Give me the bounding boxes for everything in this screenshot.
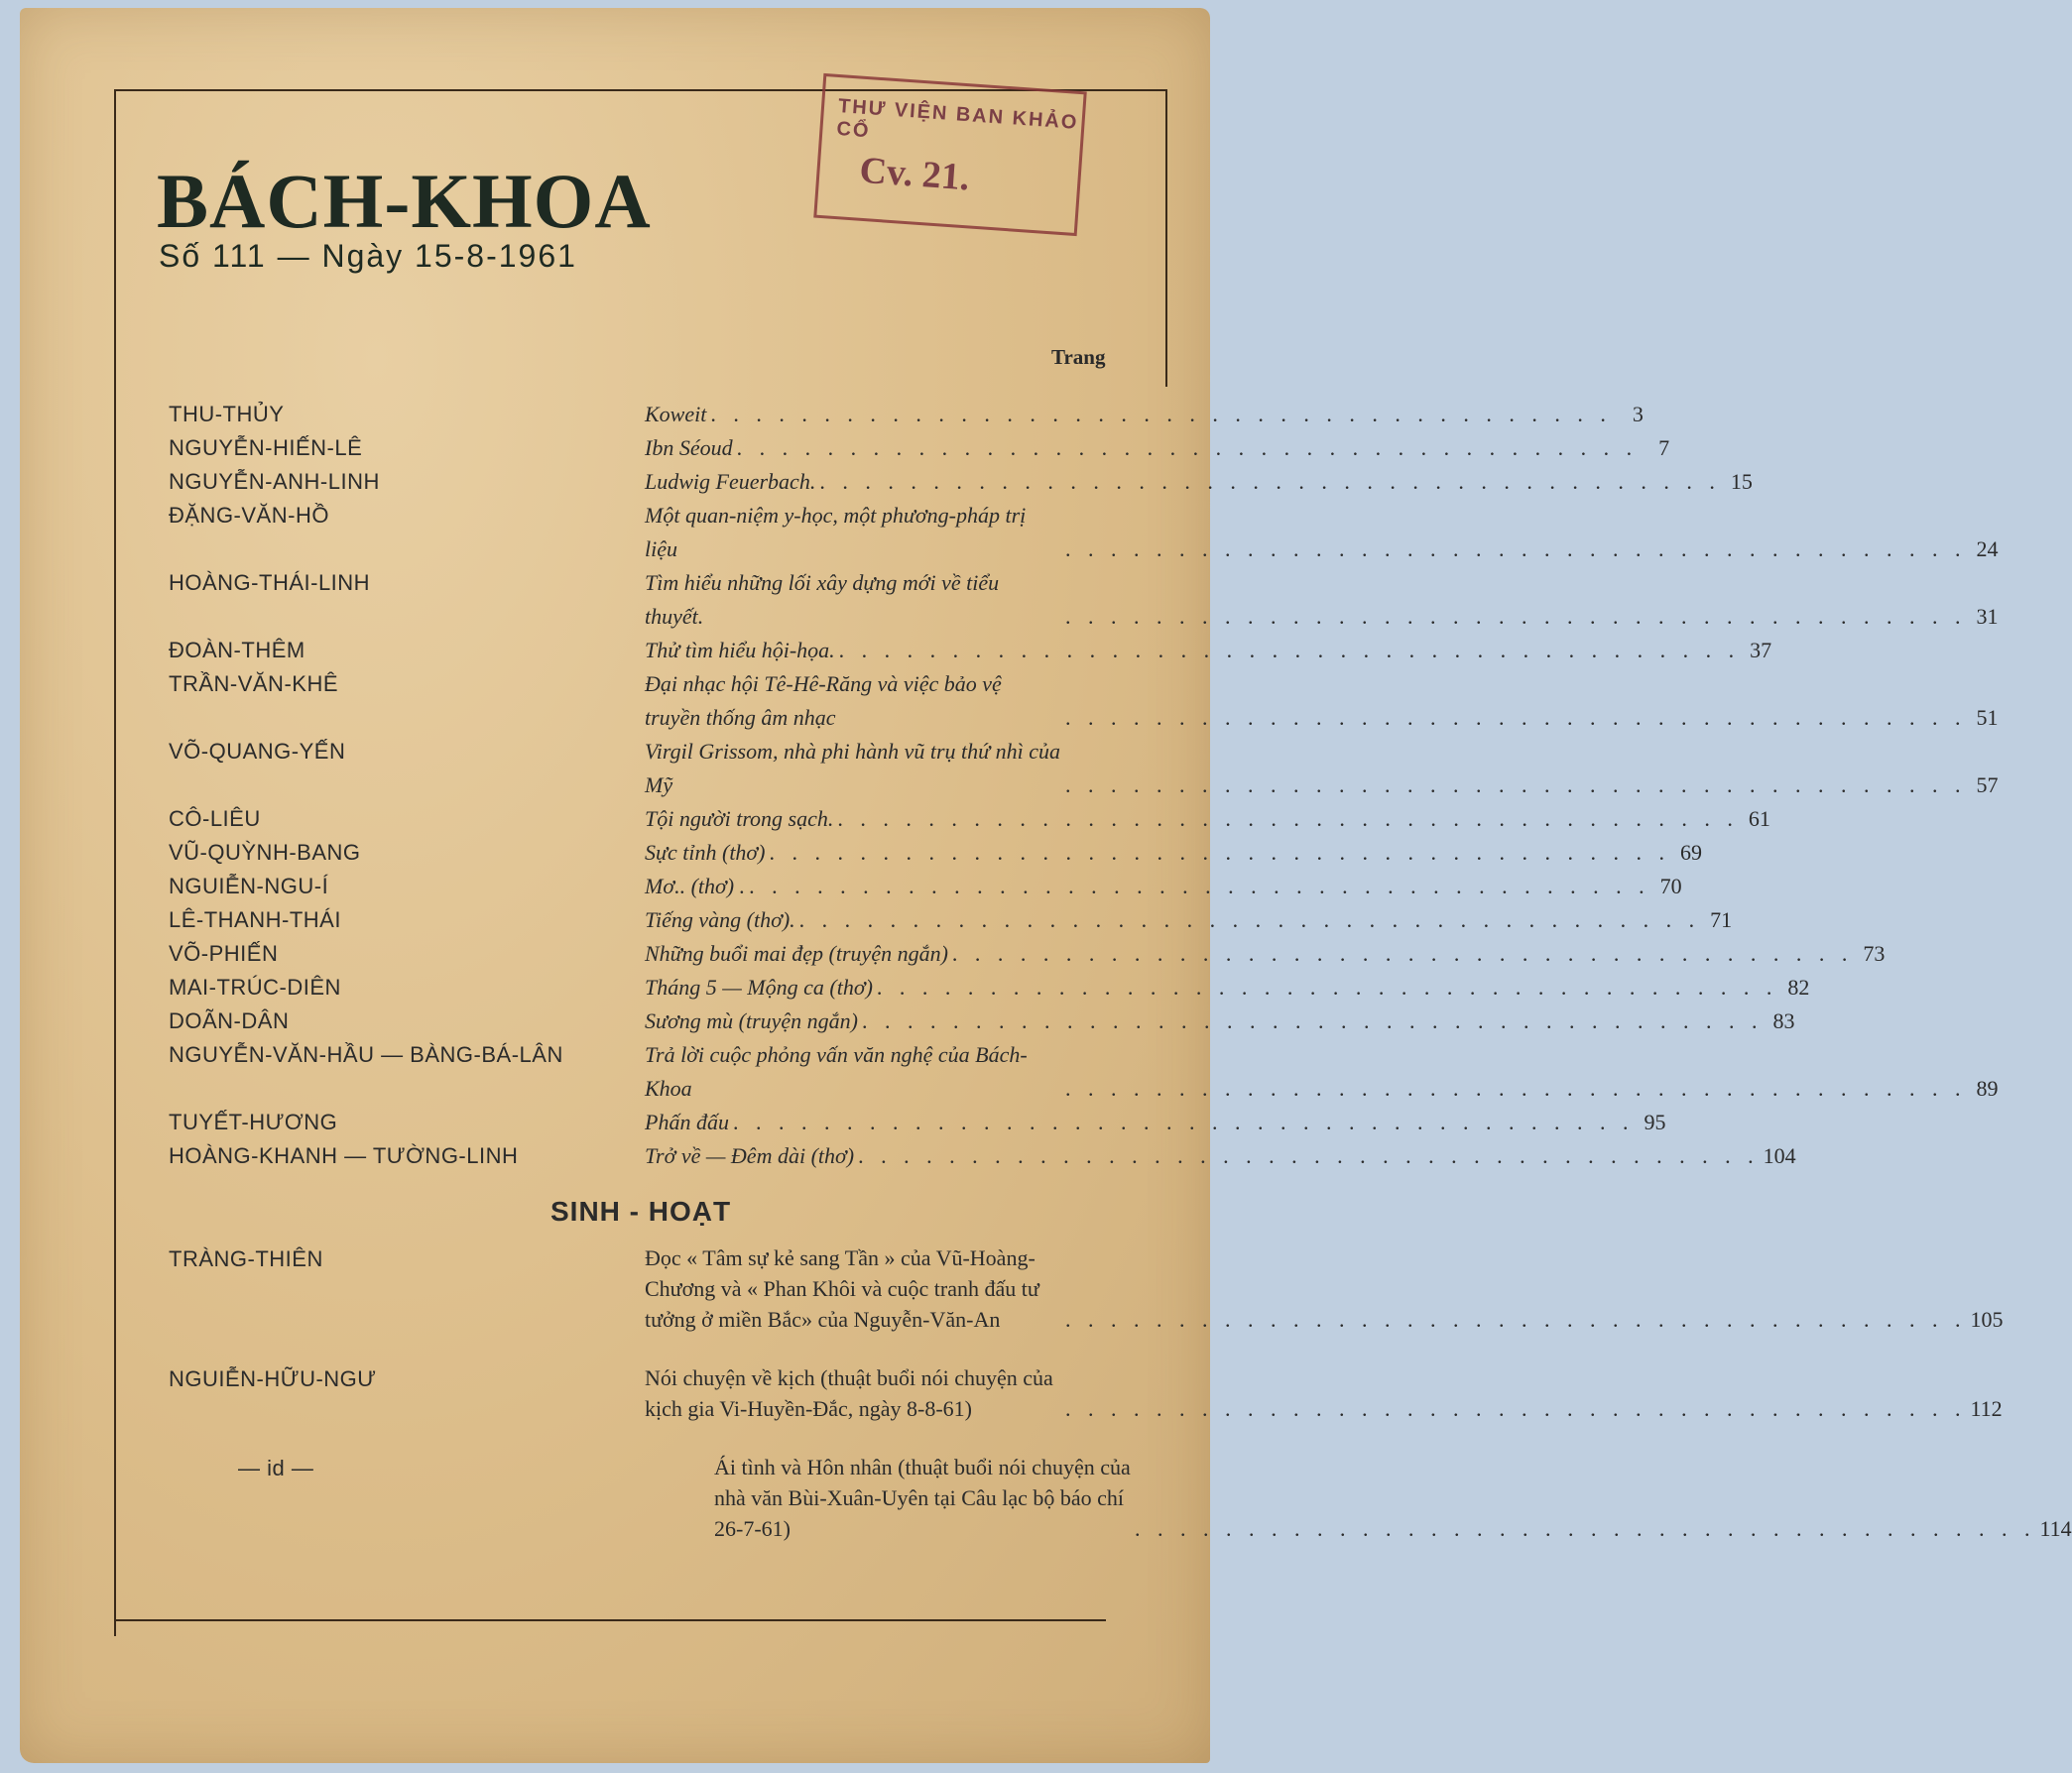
- toc-page-number: 7: [1658, 435, 1670, 460]
- magazine-page: [20, 8, 2072, 1763]
- toc-work: [645, 1139, 1796, 1173]
- frame-line-bottom: [114, 1619, 1106, 1621]
- leader-dots: . . . . . . . . . . . . . . . . . . . . . . . . . . . . . . . . . . . . . . . .: [838, 638, 1741, 662]
- toc-title: Tội người trong sạch.: [645, 806, 834, 831]
- toc-author: TUYẾT-HƯƠNG: [169, 1110, 338, 1134]
- toc-title: Koweit: [645, 402, 707, 426]
- toc-work: [645, 634, 1772, 667]
- leader-dots: . . . . . . . . . . . . . . . . . . . . . . . . . . . . . . . . . . . . . . . .: [736, 435, 1639, 460]
- toc-work: [714, 1452, 2072, 1544]
- toc-author: THU-THỦY: [169, 402, 285, 426]
- toc-page-number: 3: [1632, 402, 1644, 426]
- toc-work: [645, 870, 1682, 903]
- toc-entry: [169, 971, 1810, 1005]
- toc-title: Ludwig Feuerbach.: [645, 469, 816, 494]
- section-heading: SINH - HOẠT: [550, 1196, 732, 1227]
- leader-dots: . . . . . . . . . . . . . . . . . . . . . . . . . . . . . . . . . . . . . . . .: [769, 840, 1670, 865]
- frame-line-right: [1165, 89, 1167, 387]
- toc-work: [645, 566, 1999, 634]
- toc-title: Nói chuyện về kịch (thuật buổi nói chuyện của kịch gia Vi-Huyền-Đắc, ngày 8-8-61): [645, 1365, 1053, 1421]
- toc-entry: [169, 465, 1753, 499]
- leader-dots: . . . . . . . . . . . . . . . . . . . . . . . . . . . . . . . . . . . . . . . .: [876, 975, 1778, 1000]
- toc-author: MAI-TRÚC-DIÊN: [169, 975, 341, 1000]
- section-contents: [169, 1242, 2072, 1572]
- toc-title: Tìm hiểu những lối xây dựng mới về tiểu thuyết.: [645, 570, 1000, 629]
- toc-page-number: 61: [1748, 806, 1770, 831]
- toc-title: Đọc « Tâm sự kẻ sang Tần » của Vũ-Hoàng-Chương và « Phan Khôi và cuộc tranh đấu tư tưởng ở miền Bắc» của Nguyễn-Văn-An: [645, 1245, 1039, 1332]
- toc-author: — id —: [238, 1456, 314, 1480]
- toc-entry: [169, 566, 1999, 634]
- toc-author: HOÀNG-THÁI-LINH: [169, 570, 371, 595]
- toc-entry: [169, 1106, 1666, 1139]
- leader-dots: . . . . . . . . . . . . . . . . . . . . . . . . . . . . . . . . . . . . . . . .: [1065, 1396, 1967, 1421]
- stamp-code: Cv. 21.: [858, 149, 971, 199]
- toc-page-number: 95: [1644, 1110, 1666, 1134]
- leader-dots: . . . . . . . . . . . . . . . . . . . . . . . . . . . . . . . . . . . . . . . .: [1135, 1516, 2036, 1541]
- leader-dots: . . . . . . . . . . . . . . . . . . . . . . . . . . . . . . . . . . . . . . . .: [951, 941, 1854, 966]
- leader-dots: . . . . . . . . . . . . . . . . . . . . . . . . . . . . . . . . . . . . . . . .: [732, 1110, 1635, 1134]
- toc-work: [645, 1242, 2004, 1335]
- leader-dots: . . . . . . . . . . . . . . . . . . . . . . . . . . . . . . . . . . . . . . . .: [1065, 604, 1967, 629]
- toc-author: TRÀNG-THIÊN: [169, 1246, 323, 1271]
- leader-dots: . . . . . . . . . . . . . . . . . . . . . . . . . . . . . . . . . . . . . . . .: [710, 402, 1612, 426]
- table-of-contents: [169, 398, 1999, 1173]
- toc-work: [645, 499, 1999, 566]
- toc-entry: [169, 634, 1772, 667]
- toc-page-number: 57: [1976, 772, 1999, 797]
- toc-page-number: 70: [1659, 874, 1682, 898]
- toc-entry: [169, 1452, 2072, 1544]
- toc-author: VÕ-PHIẾN: [169, 941, 279, 966]
- toc-entry: [169, 1139, 1796, 1173]
- toc-title: Trả lời cuộc phỏng vấn văn nghệ của Bách-Khoa: [645, 1042, 1028, 1101]
- toc-author: VÕ-QUANG-YẾN: [169, 739, 346, 764]
- toc-work: [645, 398, 1644, 431]
- toc-entry: [169, 398, 1644, 431]
- toc-title: Phấn đấu: [645, 1110, 729, 1134]
- toc-entry: [169, 667, 1999, 735]
- toc-work: [645, 836, 1702, 870]
- leader-dots: . . . . . . . . . . . . . . . . . . . . . . . . . . . . . . . . . . . . . . . .: [858, 1143, 1760, 1168]
- toc-entry: [169, 1362, 2003, 1424]
- leader-dots: . . . . . . . . . . . . . . . . . . . . . . . . . . . . . . . . . . . . . . . .: [1065, 536, 1967, 561]
- toc-work: [645, 903, 1733, 937]
- toc-page-number: 69: [1680, 840, 1702, 865]
- toc-page-number: 104: [1763, 1143, 1796, 1168]
- leader-dots: . . . . . . . . . . . . . . . . . . . . . . . . . . . . . . . . . . . . . . . .: [1065, 1076, 1967, 1101]
- toc-work: [645, 1362, 2003, 1424]
- toc-title: Sực tỉnh (thơ): [645, 840, 766, 865]
- toc-author: NGUIỄN-HỮU-NGƯ: [169, 1366, 377, 1391]
- toc-page-number: 112: [1970, 1396, 2003, 1421]
- toc-work: [645, 465, 1753, 499]
- toc-author: TRẦN-VĂN-KHÊ: [169, 671, 339, 696]
- toc-title: Thử tìm hiểu hội-họa.: [645, 638, 835, 662]
- toc-page-number: 24: [1976, 536, 1999, 561]
- toc-author: HOÀNG-KHANH — TƯỜNG-LINH: [169, 1143, 519, 1168]
- toc-title: Tháng 5 — Mộng ca (thơ): [645, 975, 873, 1000]
- leader-dots: . . . . . . . . . . . . . . . . . . . . . . . . . . . . . . . . . . . . . . . .: [861, 1008, 1764, 1033]
- toc-page-number: 83: [1772, 1008, 1795, 1033]
- toc-entry: [169, 937, 1886, 971]
- toc-author: CÔ-LIÊU: [169, 806, 261, 831]
- toc-page-number: 89: [1976, 1076, 1999, 1101]
- toc-author: VŨ-QUỲNH-BANG: [169, 840, 361, 865]
- page-column-header: Trang: [1051, 345, 1106, 369]
- toc-title: Ái tình và Hôn nhân (thuật buổi nói chuyện của nhà văn Bùi-Xuân-Uyên tại Câu lạc bộ báo chí 26-7-61): [714, 1455, 1131, 1541]
- toc-title: Đại nhạc hội Tê-Hê-Răng và việc bảo vệ truyền thống âm nhạc: [645, 671, 1002, 730]
- toc-work: [645, 802, 1770, 836]
- toc-entry: [169, 903, 1733, 937]
- toc-page-number: 15: [1730, 469, 1753, 494]
- leader-dots: . . . . . . . . . . . . . . . . . . . . . . . . . . . . . . . . . . . . . . . .: [819, 469, 1721, 494]
- toc-page-number: 51: [1976, 705, 1999, 730]
- issue-line: Số 111 — Ngày 15-8-1961: [159, 238, 577, 274]
- library-stamp: [813, 73, 1087, 236]
- toc-author: NGUYỄN-ANH-LINH: [169, 469, 380, 494]
- toc-entry: [169, 870, 1682, 903]
- stamp-text: THƯ VIỆN BAN KHẢO CỔ: [835, 95, 1080, 143]
- leader-dots: . . . . . . . . . . . . . . . . . . . . . . . . . . . . . . . . . . . . . . . .: [837, 806, 1739, 831]
- toc-work: [645, 735, 1999, 802]
- toc-entry: [169, 735, 1999, 802]
- toc-author: NGUYỄN-HIẾN-LÊ: [169, 435, 363, 460]
- toc-title: Tiếng vàng (thơ).: [645, 907, 795, 932]
- toc-work: [645, 431, 1670, 465]
- leader-dots: . . . . . . . . . . . . . . . . . . . . . . . . . . . . . . . . . . . . . . . .: [749, 874, 1650, 898]
- leader-dots: . . . . . . . . . . . . . . . . . . . . . . . . . . . . . . . . . . . . . . . .: [1065, 772, 1967, 797]
- toc-page-number: 73: [1863, 941, 1886, 966]
- toc-title: Ibn Séoud: [645, 435, 733, 460]
- toc-title: Mơ.. (thơ) .: [645, 874, 746, 898]
- toc-author: LÊ-THANH-THÁI: [169, 907, 341, 932]
- toc-page-number: 82: [1787, 975, 1810, 1000]
- toc-title: Một quan-niệm y-học, một phương-pháp trị liệu: [645, 503, 1027, 561]
- toc-title: Sương mù (truyện ngắn): [645, 1008, 858, 1033]
- toc-entry: [169, 499, 1999, 566]
- toc-work: [645, 667, 1999, 735]
- toc-page-number: 114: [2039, 1516, 2072, 1541]
- frame-line-left: [114, 89, 116, 1636]
- toc-work: [645, 1038, 1999, 1106]
- toc-author: NGUIỄN-NGU-Í: [169, 874, 329, 898]
- toc-page-number: 105: [1970, 1307, 2004, 1332]
- toc-entry: [169, 1005, 1795, 1038]
- toc-work: [645, 1106, 1666, 1139]
- toc-page-number: 71: [1710, 907, 1733, 932]
- toc-entry: [169, 1242, 2004, 1335]
- toc-page-number: 31: [1976, 604, 1999, 629]
- masthead-title: BÁCH-KHOA: [157, 158, 652, 244]
- leader-dots: . . . . . . . . . . . . . . . . . . . . . . . . . . . . . . . . . . . . . . . .: [1065, 705, 1967, 730]
- toc-work: [645, 971, 1810, 1005]
- toc-author: DOÃN-DÂN: [169, 1008, 290, 1033]
- toc-page-number: 37: [1750, 638, 1772, 662]
- toc-author: ĐOÀN-THÊM: [169, 638, 305, 662]
- toc-title: Những buổi mai đẹp (truyện ngắn): [645, 941, 948, 966]
- toc-entry: [169, 802, 1770, 836]
- toc-author: NGUYỄN-VĂN-HẦU — BÀNG-BÁ-LÂN: [169, 1042, 563, 1067]
- toc-title: Trở về — Đêm dài (thơ): [645, 1143, 855, 1168]
- toc-entry: [169, 836, 1702, 870]
- toc-work: [645, 1005, 1795, 1038]
- toc-entry: [169, 431, 1670, 465]
- toc-title: Virgil Grissom, nhà phi hành vũ trụ thứ nhì của Mỹ: [645, 739, 1060, 797]
- leader-dots: . . . . . . . . . . . . . . . . . . . . . . . . . . . . . . . . . . . . . . . .: [1065, 1307, 1967, 1332]
- toc-author: ĐẶNG-VĂN-HỒ: [169, 503, 329, 528]
- toc-entry: [169, 1038, 1999, 1106]
- leader-dots: . . . . . . . . . . . . . . . . . . . . . . . . . . . . . . . . . . . . . . . .: [798, 907, 1701, 932]
- toc-work: [645, 937, 1886, 971]
